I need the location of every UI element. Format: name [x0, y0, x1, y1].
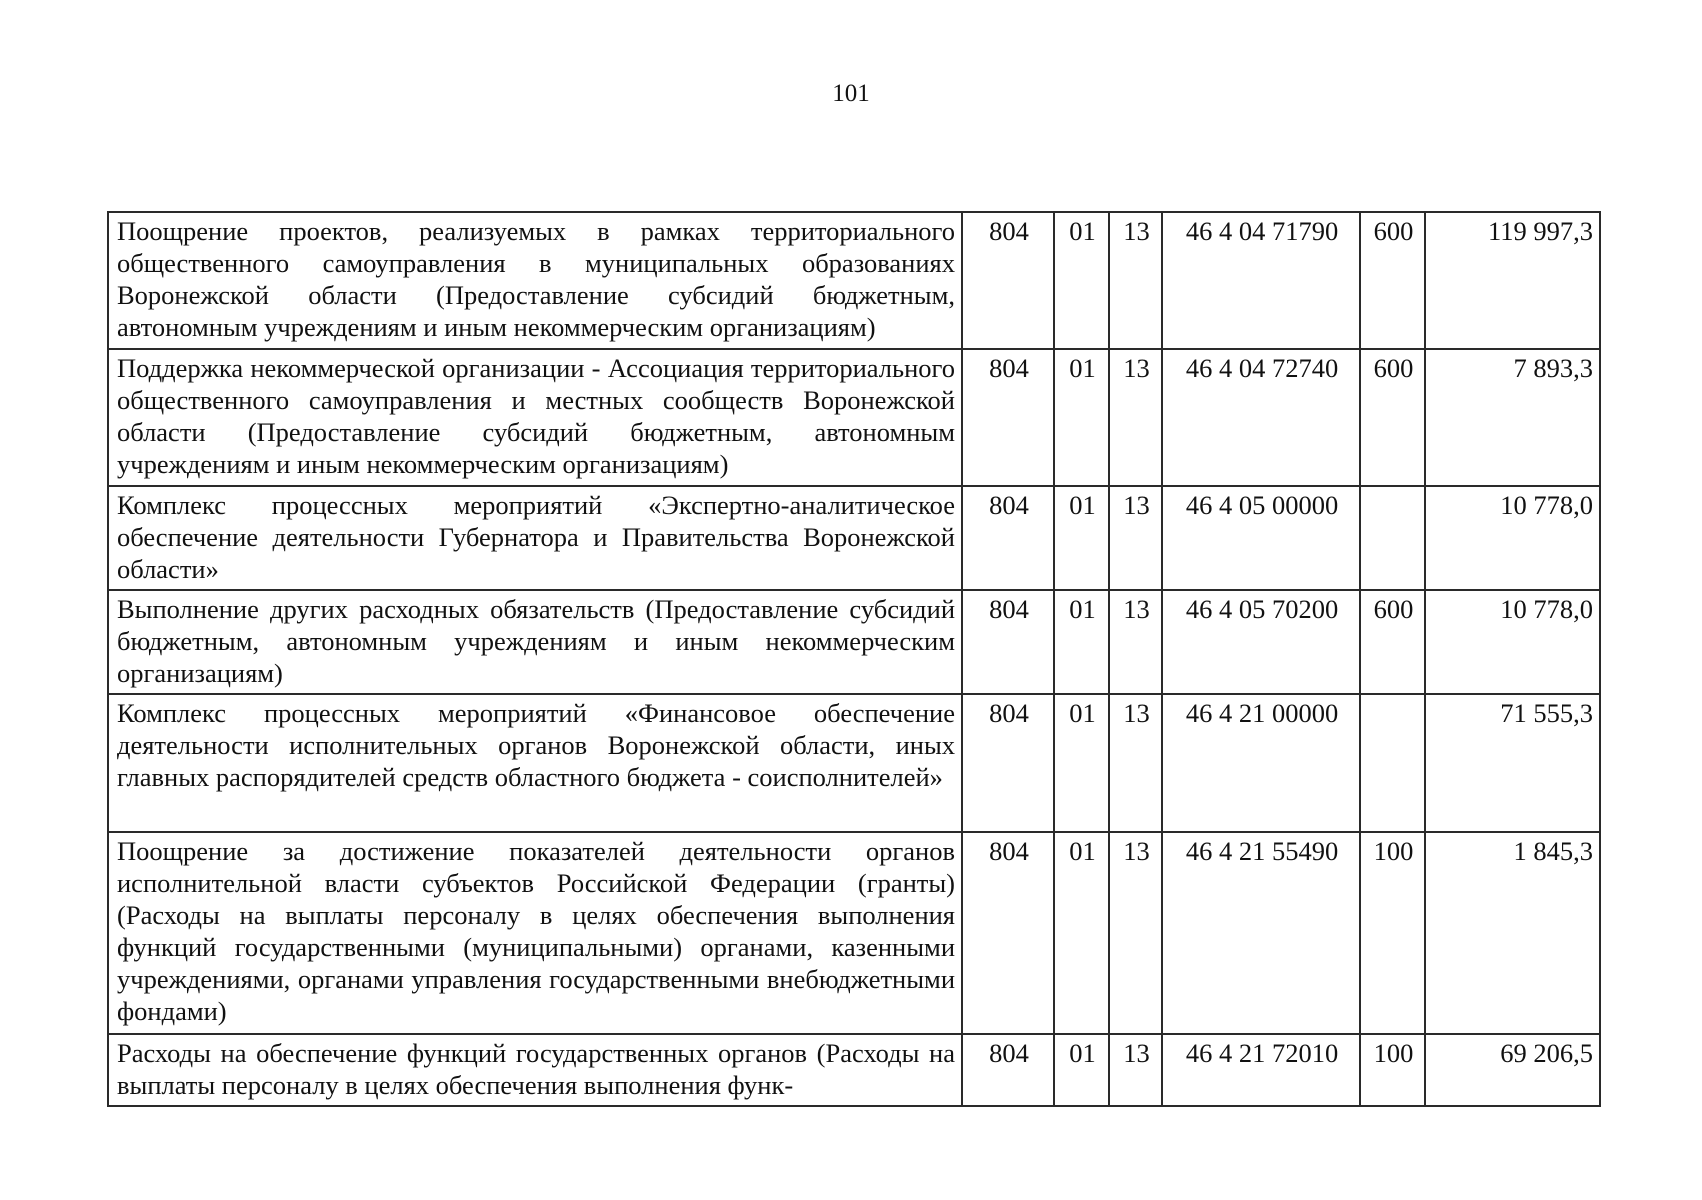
table-row — [108, 590, 1600, 694]
expense-description: Комплекс процессных мероприятий «Финансовое обеспечение деятельности исполнительных органов Воронежской области, иных главных распорядителей средств областного бюджета - соисполнителей» — [108, 694, 962, 832]
expense-description: Комплекс процессных мероприятий «Экспертно-аналитическое обеспечение деятельности Губернатора и Правительства Воронежской области» — [108, 486, 962, 590]
subsection-code: 13 — [1109, 832, 1162, 1034]
section-code: 01 — [1054, 694, 1109, 832]
amount: 7 893,3 — [1425, 349, 1600, 486]
target-article-code: 46 4 04 72740 — [1162, 349, 1360, 486]
expense-type-code — [1360, 694, 1425, 832]
subsection-code: 13 — [1109, 486, 1162, 590]
expense-description: Расходы на обеспечение функций государственных органов (Расходы на выплаты персоналу в целях обеспечения выполнения функ- — [108, 1034, 962, 1106]
page-number: 101 — [832, 80, 870, 107]
section-code: 01 — [1054, 832, 1109, 1034]
expense-type-code — [1360, 486, 1425, 590]
ministry-code: 804 — [962, 212, 1054, 349]
table-row — [108, 486, 1600, 590]
expense-description: Выполнение других расходных обязательств (Предоставление субсидий бюджетным, автономным учреждениям и иным некоммерческим организациям) — [108, 590, 962, 694]
target-article-code: 46 4 21 00000 — [1162, 694, 1360, 832]
amount: 10 778,0 — [1425, 486, 1600, 590]
expense-type-code: 600 — [1360, 590, 1425, 694]
expense-type-code: 100 — [1360, 1034, 1425, 1106]
subsection-code: 13 — [1109, 694, 1162, 832]
expense-type-code: 600 — [1360, 349, 1425, 486]
subsection-code: 13 — [1109, 1034, 1162, 1106]
section-code: 01 — [1054, 590, 1109, 694]
section-code: 01 — [1054, 212, 1109, 349]
ministry-code: 804 — [962, 486, 1054, 590]
table-row — [108, 832, 1600, 1034]
budget-table — [107, 211, 1601, 1107]
table-row — [108, 1034, 1600, 1106]
amount: 119 997,3 — [1425, 212, 1600, 349]
amount: 1 845,3 — [1425, 832, 1600, 1034]
subsection-code: 13 — [1109, 212, 1162, 349]
expense-type-code: 600 — [1360, 212, 1425, 349]
expense-description: Поощрение за достижение показателей деятельности органов исполнительной власти субъектов Российской Федерации (гранты) (Расходы на выплаты персоналу в целях обеспечения выполнения функций государственными (муниципальными) органами, казенными учреждениями, органами управления государственными внебюджетными фондами) — [108, 832, 962, 1034]
expense-description: Поощрение проектов, реализуемых в рамках территориального общественного самоуправления в муниципальных образованиях Воронежской области (Предоставление субсидий бюджетным, автономным учреждениям и иным некоммерческим организациям) — [108, 212, 962, 349]
section-code: 01 — [1054, 1034, 1109, 1106]
amount: 71 555,3 — [1425, 694, 1600, 832]
amount: 10 778,0 — [1425, 590, 1600, 694]
section-code: 01 — [1054, 349, 1109, 486]
ministry-code: 804 — [962, 832, 1054, 1034]
expense-description: Поддержка некоммерческой организации - Ассоциация территориального общественного самоуправления и местных сообществ Воронежской области (Предоставление субсидий бюджетным, автономным учреждениям и иным некоммерческим организациям) — [108, 349, 962, 486]
amount: 69 206,5 — [1425, 1034, 1600, 1106]
target-article-code: 46 4 05 70200 — [1162, 590, 1360, 694]
section-code: 01 — [1054, 486, 1109, 590]
target-article-code: 46 4 05 00000 — [1162, 486, 1360, 590]
expense-type-code: 100 — [1360, 832, 1425, 1034]
subsection-code: 13 — [1109, 349, 1162, 486]
table-row — [108, 349, 1600, 486]
ministry-code: 804 — [962, 590, 1054, 694]
target-article-code: 46 4 21 55490 — [1162, 832, 1360, 1034]
ministry-code: 804 — [962, 349, 1054, 486]
subsection-code: 13 — [1109, 590, 1162, 694]
ministry-code: 804 — [962, 1034, 1054, 1106]
table-row — [108, 694, 1600, 832]
target-article-code: 46 4 21 72010 — [1162, 1034, 1360, 1106]
target-article-code: 46 4 04 71790 — [1162, 212, 1360, 349]
table-row — [108, 212, 1600, 349]
ministry-code: 804 — [962, 694, 1054, 832]
